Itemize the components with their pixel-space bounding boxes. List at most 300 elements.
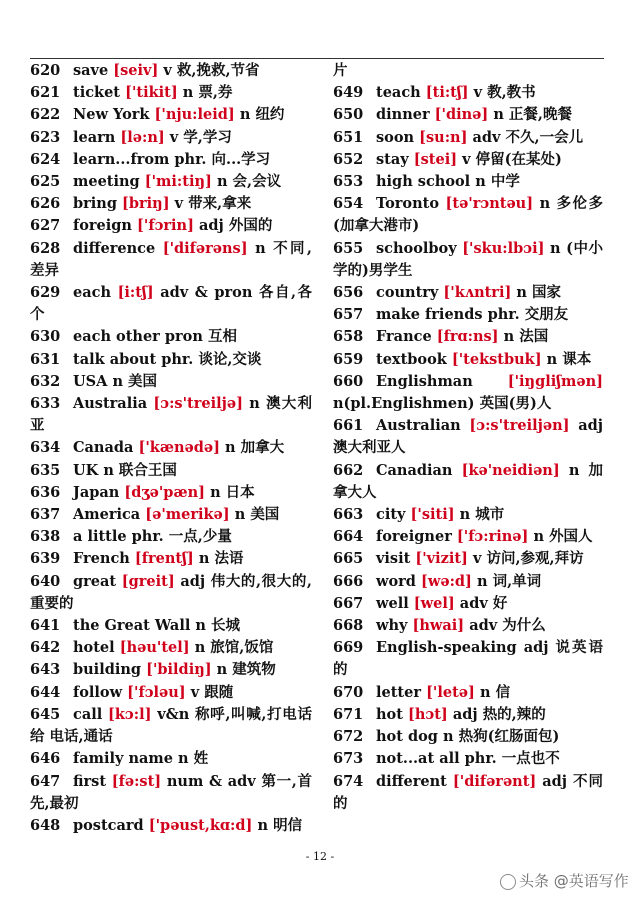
entry-word: the Great Wall bbox=[73, 617, 191, 635]
entry-pos: n bbox=[216, 661, 228, 679]
entry-meaning: (中小学的)男学生 bbox=[333, 239, 603, 279]
entry-pos: adj bbox=[199, 217, 224, 235]
entry-pos: v&n bbox=[157, 705, 190, 723]
entry-meaning: 称呼,叫喊,打电话给 电话,通话 bbox=[30, 705, 312, 746]
entry-word: well bbox=[376, 594, 409, 612]
page-number: - 12 - bbox=[305, 850, 335, 863]
entry-meaning: 多伦多(加拿大港市) bbox=[333, 195, 603, 235]
entry-phonetic: ['fɔləu] bbox=[127, 683, 186, 701]
entry-number: 620 bbox=[30, 62, 61, 79]
vocab-entry bbox=[30, 393, 312, 437]
entry-number: 623 bbox=[30, 128, 61, 146]
entry-meaning: 加拿大人 bbox=[333, 461, 603, 501]
entry-word: Toronto bbox=[376, 195, 440, 213]
entry-pos: n bbox=[255, 239, 266, 257]
vocab-entry bbox=[30, 149, 312, 171]
entry-pos: n bbox=[459, 506, 471, 524]
entry-word: letter bbox=[376, 683, 421, 701]
entry-number: 652 bbox=[333, 150, 364, 168]
entry-pos: adj bbox=[523, 639, 549, 657]
vocab-entry bbox=[30, 326, 312, 348]
entry-meaning: 日本 bbox=[225, 483, 255, 501]
entry-word: talk about bbox=[73, 350, 157, 368]
entry-meaning: 不久,一会儿 bbox=[505, 128, 584, 146]
entry-number: 634 bbox=[30, 439, 61, 457]
entry-meaning: 课本 bbox=[562, 350, 592, 368]
vocab-entry bbox=[333, 149, 603, 171]
entry-number: 638 bbox=[30, 528, 61, 546]
entry-meaning: 访问,参观,拜访 bbox=[486, 550, 584, 568]
entry-phonetic: [dʒə'pæn] bbox=[124, 483, 205, 501]
vocab-entry bbox=[333, 238, 603, 282]
entry-pos: v bbox=[163, 62, 172, 79]
entry-phonetic: ['bildiŋ] bbox=[146, 661, 212, 679]
vocab-entry bbox=[333, 82, 603, 104]
entry-pos: adv & pron bbox=[160, 284, 253, 302]
entry-meaning: 互相 bbox=[207, 328, 237, 346]
entry-word: each other bbox=[73, 328, 160, 346]
entry-pos: n bbox=[493, 106, 504, 124]
vocab-entry bbox=[333, 415, 603, 459]
vocab-entry bbox=[333, 127, 603, 149]
entry-pos: n bbox=[182, 84, 194, 102]
entry-phonetic: ['tekstbuk] bbox=[451, 350, 542, 368]
entry-word: America bbox=[73, 506, 141, 524]
vocab-entry bbox=[30, 60, 312, 82]
entry-word: word bbox=[376, 572, 416, 590]
entry-meaning: 澳大利亚 bbox=[30, 395, 312, 435]
right-column bbox=[333, 60, 603, 815]
entry-meaning: 旅馆,饭馆 bbox=[210, 639, 274, 657]
entry-pos: adj bbox=[578, 417, 603, 435]
entry-word: different bbox=[376, 772, 447, 790]
entry-number: 656 bbox=[333, 284, 364, 302]
entry-pos: n bbox=[194, 639, 206, 657]
entry-pos: phr. bbox=[174, 150, 207, 168]
entry-number: 630 bbox=[30, 328, 61, 346]
entry-meaning: 美国 bbox=[128, 372, 158, 390]
entry-word: why bbox=[376, 617, 408, 635]
entry-word: first bbox=[73, 772, 107, 790]
entry-pos: adv bbox=[459, 594, 488, 612]
entry-number: 621 bbox=[30, 84, 61, 102]
entry-meaning: 建筑物 bbox=[232, 661, 276, 679]
entry-meaning: 长城 bbox=[211, 617, 241, 635]
entry-pos: v bbox=[472, 550, 482, 568]
entry-pos: n bbox=[198, 550, 210, 568]
entry-meaning: 澳大利亚人 bbox=[333, 439, 406, 457]
vocab-entry bbox=[333, 526, 603, 548]
entry-number: 674 bbox=[333, 772, 364, 790]
left-column bbox=[30, 60, 312, 837]
entry-word: foreigner bbox=[376, 528, 452, 546]
entry-word: Canadian bbox=[376, 461, 453, 479]
entry-phonetic: [wel] bbox=[413, 594, 455, 612]
entry-phonetic: ['mi:tiŋ] bbox=[144, 173, 212, 191]
vocab-entry bbox=[30, 127, 312, 149]
entry-number: 626 bbox=[30, 195, 61, 213]
entry-pos: n bbox=[442, 728, 454, 746]
vocab-entry bbox=[333, 637, 603, 681]
entry-number: 636 bbox=[30, 483, 61, 501]
entry-meaning: 向...学习 bbox=[211, 150, 271, 168]
entry-phonetic: [tə'rɔntəu] bbox=[445, 195, 534, 213]
entry-meaning: 伟大的,很大的,重要的 bbox=[30, 572, 312, 612]
vocab-entry bbox=[333, 504, 603, 526]
entry-phonetic: ['fɔrin] bbox=[137, 217, 194, 235]
vocab-entry bbox=[30, 460, 312, 482]
entry-phonetic: [stei] bbox=[413, 150, 458, 168]
entry-phonetic: [su:n] bbox=[419, 128, 468, 146]
entry-phonetic: ['difərəns] bbox=[162, 239, 248, 257]
entry-pos: v bbox=[473, 84, 483, 102]
entry-pos: adj bbox=[452, 705, 478, 723]
vocab-entry bbox=[30, 371, 312, 393]
entry-meaning: 热狗(红肠面包) bbox=[458, 728, 560, 746]
entry-word: difference bbox=[73, 239, 156, 257]
entry-pos: n bbox=[257, 816, 269, 834]
entry-number: 657 bbox=[333, 306, 364, 324]
entry-phonetic: ['siti] bbox=[410, 506, 455, 524]
entry-pos: num & adv bbox=[166, 772, 256, 790]
entry-pos: n(pl.Englishmen) bbox=[333, 395, 475, 413]
entry-pos: pron bbox=[164, 328, 203, 346]
entry-meaning: 第一,首先,最初 bbox=[30, 772, 312, 812]
vocab-entry bbox=[30, 682, 312, 704]
entry-phonetic: [wə:d] bbox=[421, 572, 472, 590]
entry-meaning: 姓 bbox=[193, 750, 209, 768]
entry-number: 637 bbox=[30, 506, 61, 524]
entry-meaning: 教,教书 bbox=[487, 84, 536, 102]
entry-word: textbook bbox=[376, 350, 447, 368]
entry-phonetic: [i:tʃ] bbox=[117, 284, 154, 302]
entry-word: Australian bbox=[376, 417, 461, 435]
entry-phonetic: [fə:st] bbox=[111, 772, 162, 790]
entry-phonetic: ['kænədə] bbox=[138, 439, 220, 457]
entry-number: 627 bbox=[30, 217, 61, 235]
entry-number: 673 bbox=[333, 750, 364, 768]
entry-meaning: 说英语的 bbox=[333, 639, 603, 679]
entry-meaning: 各自,各个 bbox=[30, 284, 312, 324]
vocab-entry bbox=[30, 437, 312, 459]
entry-word: English-speaking bbox=[376, 639, 517, 657]
entry-phonetic: [seiv] bbox=[113, 62, 159, 79]
entry-word: follow bbox=[73, 683, 123, 701]
entry-word: stay bbox=[376, 150, 409, 168]
entry-pos: n bbox=[533, 528, 544, 546]
entry-word: hot dog bbox=[376, 728, 438, 746]
entry-meaning: 英国(男)人 bbox=[479, 395, 552, 413]
vocab-entry bbox=[30, 704, 312, 748]
entry-number: 662 bbox=[333, 461, 364, 479]
entry-phonetic: [kə'neidiən] bbox=[461, 461, 560, 479]
entry-word: building bbox=[73, 661, 142, 679]
vocab-entry bbox=[30, 526, 312, 548]
entry-word: UK bbox=[73, 461, 99, 479]
entry-word: call bbox=[73, 705, 103, 723]
entry-pos: phr. bbox=[161, 350, 194, 368]
entry-meaning: 法语 bbox=[214, 550, 244, 568]
entry-meaning: 加拿大 bbox=[240, 439, 285, 457]
entry-number: 635 bbox=[30, 461, 61, 479]
entry-meaning: 会,会议 bbox=[232, 173, 282, 191]
entry-pos: n bbox=[178, 750, 189, 768]
entry-phonetic: ['dinə] bbox=[434, 106, 489, 124]
vocab-entry bbox=[30, 771, 312, 815]
entry-pos: n bbox=[539, 195, 551, 213]
vocab-entry bbox=[30, 659, 312, 681]
entry-word: city bbox=[376, 506, 406, 524]
entry-number: 660 bbox=[333, 372, 364, 390]
entry-meaning: 美国 bbox=[250, 506, 280, 524]
entry-phonetic: [hɔt] bbox=[407, 705, 448, 723]
entry-phonetic: [frɑ:ns] bbox=[436, 328, 499, 346]
vocab-entry bbox=[333, 726, 603, 748]
entry-word: bring bbox=[73, 195, 117, 213]
vocab-entry bbox=[333, 171, 603, 193]
vocab-entry bbox=[30, 215, 312, 237]
entry-number: 665 bbox=[333, 550, 364, 568]
entry-phonetic: ['sku:lbɔi] bbox=[462, 239, 545, 257]
entry-pos: n bbox=[210, 483, 221, 501]
entry-phonetic: [greit] bbox=[121, 572, 175, 590]
vocab-entry bbox=[30, 615, 312, 637]
entry-phonetic: ['tikit] bbox=[125, 84, 178, 102]
entry-meaning: 法国 bbox=[519, 328, 549, 346]
entry-pos: phr. bbox=[131, 528, 164, 546]
entry-word: great bbox=[73, 572, 117, 590]
vocab-entry bbox=[30, 815, 312, 837]
watermark-text: 头条 @英语写作 bbox=[519, 872, 629, 890]
entry-word: learn...from bbox=[73, 150, 170, 168]
entry-word: meeting bbox=[73, 173, 140, 191]
entry-meaning: 谈论,交谈 bbox=[198, 350, 262, 368]
vocab-entry bbox=[333, 282, 603, 304]
entry-phonetic: ['vizit] bbox=[415, 550, 468, 568]
entry-phonetic: [ə'merikə] bbox=[145, 506, 230, 524]
entry-number: 646 bbox=[30, 750, 61, 768]
vocab-entry bbox=[30, 748, 312, 770]
vocab-entry bbox=[30, 637, 312, 659]
entry-phonetic: [ti:tʃ] bbox=[425, 84, 469, 102]
vocab-entry bbox=[30, 548, 312, 570]
entry-meaning: 纽约 bbox=[255, 106, 285, 124]
entry-phonetic: ['letə] bbox=[426, 683, 475, 701]
entry-meaning: 好 bbox=[492, 594, 508, 612]
entry-word: France bbox=[376, 328, 432, 346]
entry-number: 642 bbox=[30, 639, 61, 657]
entry-word: a little bbox=[73, 528, 127, 546]
vocab-entry bbox=[30, 482, 312, 504]
vocab-entry bbox=[333, 548, 603, 570]
entry-number: 633 bbox=[30, 395, 61, 413]
entry-number: 648 bbox=[30, 816, 61, 834]
entry-number: 669 bbox=[333, 639, 364, 657]
entry-pos: v bbox=[462, 150, 471, 168]
entry-number: 632 bbox=[30, 372, 61, 390]
entry-pos: n bbox=[568, 461, 580, 479]
entry-number: 659 bbox=[333, 350, 364, 368]
entry-word: French bbox=[73, 550, 130, 568]
entry-number: 670 bbox=[333, 683, 364, 701]
entry-meaning: 正餐,晚餐 bbox=[508, 106, 572, 124]
entry-meaning: 外国人 bbox=[549, 528, 593, 546]
entry-word: Englishman bbox=[376, 372, 473, 390]
entry-pos: n bbox=[103, 461, 114, 479]
entry-phonetic: ['pəust,kɑ:d] bbox=[148, 816, 253, 834]
entry-phonetic: [ɔ:s'treiljə] bbox=[153, 395, 243, 413]
entry-number: 655 bbox=[333, 239, 364, 257]
entry-pos: n bbox=[475, 173, 486, 191]
vocab-entry bbox=[333, 682, 603, 704]
entry-word: ticket bbox=[73, 84, 121, 102]
entry-phonetic: ['difərənt] bbox=[452, 772, 537, 790]
entry-word: USA bbox=[73, 372, 108, 390]
entry-number: 653 bbox=[333, 173, 364, 191]
entry-pos: n bbox=[234, 506, 246, 524]
entry-number: 650 bbox=[333, 106, 364, 124]
entry-word: postcard bbox=[73, 816, 144, 834]
entry-number: 649 bbox=[333, 84, 364, 102]
entry-meaning: 外国的 bbox=[228, 217, 273, 235]
entry-number: 639 bbox=[30, 550, 61, 568]
vocab-entry bbox=[333, 104, 603, 126]
entry-phonetic: [ɔ:s'treiljən] bbox=[469, 417, 570, 435]
entry-pos: adj bbox=[542, 772, 568, 790]
entry-number: 625 bbox=[30, 173, 61, 191]
vocab-entry bbox=[333, 615, 603, 637]
entry-pos: n bbox=[503, 328, 515, 346]
entry-meaning: 一点也不 bbox=[501, 750, 560, 768]
entry-word: save bbox=[73, 62, 109, 79]
entry-meaning: 票,券 bbox=[198, 84, 233, 102]
entry-number: 644 bbox=[30, 683, 61, 701]
entry-meaning: 为什么 bbox=[502, 617, 546, 635]
entry-pos: v bbox=[174, 195, 184, 213]
entry-number: 658 bbox=[333, 328, 364, 346]
entry-pos: n bbox=[239, 106, 251, 124]
entry-phonetic: [hwai] bbox=[412, 617, 465, 635]
entry-word: Australia bbox=[73, 395, 148, 413]
entry-word: high school bbox=[376, 173, 471, 191]
header-rule bbox=[30, 58, 604, 59]
vocab-entry bbox=[30, 238, 312, 282]
vocab-entry bbox=[333, 304, 603, 326]
entry-phonetic: [briŋ] bbox=[122, 195, 170, 213]
entry-word: hot bbox=[376, 705, 403, 723]
entry-number: 645 bbox=[30, 705, 61, 723]
entry-word: schoolboy bbox=[376, 239, 457, 257]
entry-word: teach bbox=[376, 84, 421, 102]
vocab-entry bbox=[333, 349, 603, 371]
entry-meaning: 词,单词 bbox=[492, 572, 542, 590]
entry-pos: phr. bbox=[487, 306, 520, 324]
entry-meaning: 热的,辣的 bbox=[482, 705, 546, 723]
entry-pos: n bbox=[225, 439, 236, 457]
entry-meaning: 带来,拿来 bbox=[188, 195, 252, 213]
entry-phonetic: [lə:n] bbox=[120, 128, 165, 146]
entry-pos: adj bbox=[180, 572, 206, 590]
vocab-entry bbox=[333, 704, 603, 726]
entry-phonetic: ['fɔ:rinə] bbox=[456, 528, 529, 546]
entry-word: make friends bbox=[376, 306, 483, 324]
watermark-icon bbox=[500, 874, 516, 890]
entry-pos: adv bbox=[472, 128, 501, 146]
entry-word: soon bbox=[376, 128, 415, 146]
vocab-entry bbox=[333, 748, 603, 770]
entry-meaning: 明信 bbox=[273, 816, 303, 834]
entry-word: learn bbox=[73, 128, 116, 146]
vocab-entry bbox=[30, 104, 312, 126]
entry-phonetic: ['iŋgliʃmən] bbox=[507, 372, 603, 390]
entry-meaning: 信 bbox=[495, 683, 511, 701]
entry-meaning: 一点,少量 bbox=[168, 528, 232, 546]
vocab-entry bbox=[30, 282, 312, 326]
entry-number: 640 bbox=[30, 572, 61, 590]
entry-pos: n bbox=[112, 372, 123, 390]
vocab-entry bbox=[333, 193, 603, 237]
watermark bbox=[500, 870, 629, 891]
vocab-entry bbox=[333, 593, 603, 615]
entry-phonetic: [həu'tel] bbox=[119, 639, 190, 657]
entry-pos: v bbox=[190, 683, 200, 701]
entry-word: each bbox=[73, 284, 111, 302]
entry-pos: n bbox=[195, 617, 206, 635]
entry-meaning: 跟随 bbox=[204, 683, 234, 701]
entry-pos: n bbox=[249, 395, 260, 413]
entry-word: visit bbox=[376, 550, 411, 568]
entry-pos: n bbox=[550, 239, 561, 257]
entry-number: 628 bbox=[30, 239, 61, 257]
vocab-entry bbox=[30, 571, 312, 615]
entry-pos: n bbox=[476, 572, 488, 590]
entry-number: 622 bbox=[30, 106, 61, 124]
entry-number: 651 bbox=[333, 128, 364, 146]
entry-phonetic: [kɔ:l] bbox=[107, 705, 152, 723]
entry-word: foreign bbox=[73, 217, 132, 235]
entry-word: New York bbox=[73, 106, 150, 124]
entry-number: 654 bbox=[333, 195, 364, 213]
entry-pos: adv bbox=[469, 617, 498, 635]
entry-number: 643 bbox=[30, 661, 61, 679]
entry-meaning: 城市 bbox=[475, 506, 505, 524]
entry-word: hotel bbox=[73, 639, 115, 657]
entry-meaning: 学,学习 bbox=[183, 128, 232, 146]
entry-meaning: 不同,差异 bbox=[30, 239, 312, 279]
entry-meaning: 联合王国 bbox=[118, 461, 177, 479]
entry-number: 641 bbox=[30, 617, 61, 635]
entry-word: Japan bbox=[73, 483, 120, 501]
entry-pos: n bbox=[216, 173, 228, 191]
vocab-entry bbox=[30, 349, 312, 371]
vocab-entry bbox=[333, 460, 603, 504]
vocab-entry bbox=[333, 371, 603, 415]
entry-word: dinner bbox=[376, 106, 430, 124]
vocab-entry bbox=[30, 193, 312, 215]
entry-number: 671 bbox=[333, 705, 364, 723]
entry-number: 672 bbox=[333, 728, 364, 746]
vocab-entry bbox=[30, 171, 312, 193]
entry-word: family name bbox=[73, 750, 173, 768]
entry-number: 668 bbox=[333, 617, 364, 635]
entry-pos: n bbox=[546, 350, 558, 368]
entry-number: 663 bbox=[333, 506, 364, 524]
entry-number: 624 bbox=[30, 150, 61, 168]
entry-pos: v bbox=[169, 128, 179, 146]
vocab-entry bbox=[333, 326, 603, 348]
entry-meaning: 国家 bbox=[532, 284, 561, 302]
entry-number: 647 bbox=[30, 772, 61, 790]
